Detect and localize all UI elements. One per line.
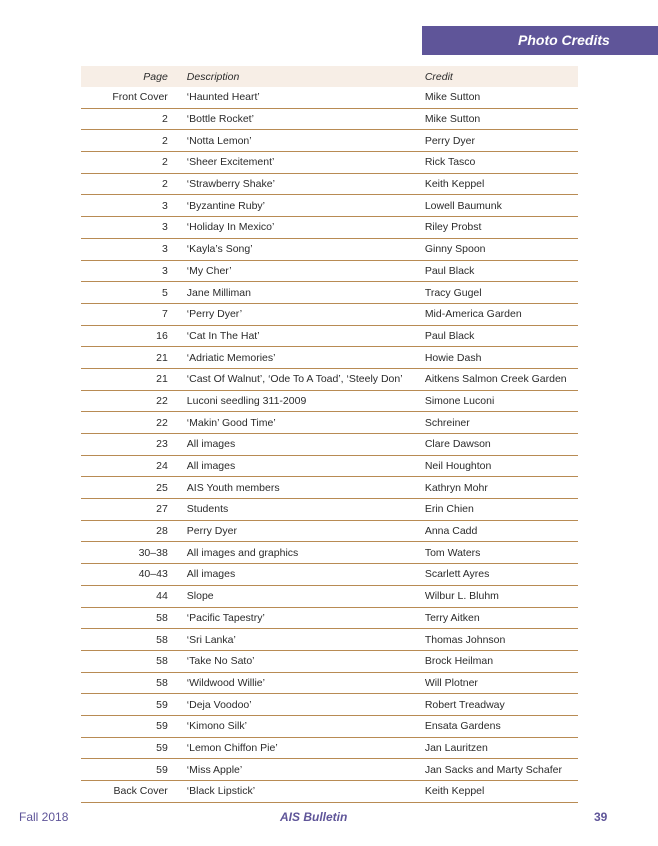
cell-description: ‘Strawberry Shake’ [187, 173, 425, 195]
cell-description: Perry Dyer [187, 520, 425, 542]
table-row [81, 87, 578, 108]
table-row [81, 412, 578, 434]
table-row [81, 477, 578, 499]
cell-description: ‘Lemon Chiffon Pie’ [187, 737, 425, 759]
table-row [81, 108, 578, 130]
cell-description: All images [187, 434, 425, 456]
cell-page: 2 [81, 130, 187, 152]
cell-page: 30–38 [81, 542, 187, 564]
cell-description: Students [187, 499, 425, 521]
cell-description: ‘Deja Voodoo’ [187, 694, 425, 716]
cell-credit: Tom Waters [425, 542, 578, 564]
cell-credit: Will Plotner [425, 672, 578, 694]
cell-description: ‘Kimono Silk’ [187, 715, 425, 737]
table-row [81, 520, 578, 542]
cell-description: ‘Miss Apple’ [187, 759, 425, 781]
cell-page: 3 [81, 195, 187, 217]
cell-credit: Neil Houghton [425, 455, 578, 477]
cell-credit: Lowell Baumunk [425, 195, 578, 217]
cell-description: ‘Bottle Rocket’ [187, 108, 425, 130]
cell-page: 22 [81, 390, 187, 412]
footer-publication: AIS Bulletin [280, 810, 348, 824]
table-row [81, 672, 578, 694]
cell-page: 28 [81, 520, 187, 542]
cell-credit: Terry Aitken [425, 607, 578, 629]
table-row [81, 650, 578, 672]
cell-description: All images [187, 564, 425, 586]
table-row [81, 238, 578, 260]
table-row [81, 173, 578, 195]
cell-credit: Paul Black [425, 260, 578, 282]
cell-description: Jane Milliman [187, 282, 425, 304]
cell-page: 3 [81, 238, 187, 260]
table-row [81, 499, 578, 521]
cell-description: ‘Holiday In Mexico’ [187, 217, 425, 239]
cell-credit: Howie Dash [425, 347, 578, 369]
footer-issue: Fall 2018 [19, 810, 69, 824]
cell-page: 24 [81, 455, 187, 477]
table-row [81, 542, 578, 564]
cell-credit: Brock Heilman [425, 650, 578, 672]
cell-credit: Robert Treadway [425, 694, 578, 716]
cell-credit: Wilbur L. Bluhm [425, 585, 578, 607]
table-row [81, 434, 578, 456]
table-row [81, 564, 578, 586]
cell-description: ‘Adriatic Memories’ [187, 347, 425, 369]
footer-page-number: 39 [594, 810, 608, 824]
cell-description: ‘Pacific Tapestry’ [187, 607, 425, 629]
section-title: Photo Credits [518, 32, 610, 48]
cell-page: 2 [81, 173, 187, 195]
table-row [81, 585, 578, 607]
cell-credit: Ensata Gardens [425, 715, 578, 737]
cell-credit: Rick Tasco [425, 152, 578, 174]
cell-description: ‘Cast Of Walnut’, ‘Ode To A Toad’, ‘Steely Don’ [187, 368, 425, 390]
cell-credit: Erin Chien [425, 499, 578, 521]
cell-page: 59 [81, 759, 187, 781]
cell-page: 58 [81, 607, 187, 629]
cell-page: 59 [81, 737, 187, 759]
cell-credit: Kathryn Mohr [425, 477, 578, 499]
table-row [81, 715, 578, 737]
cell-credit: Aitkens Salmon Creek Garden [425, 368, 578, 390]
cell-description: ‘Cat In The Hat’ [187, 325, 425, 347]
table-row [81, 303, 578, 325]
header-credit: Credit [425, 66, 578, 87]
cell-credit: Keith Keppel [425, 173, 578, 195]
table-row [81, 694, 578, 716]
cell-credit: Jan Sacks and Marty Schafer [425, 759, 578, 781]
cell-description: ‘Makin’ Good Time’ [187, 412, 425, 434]
photo-credits-table [81, 66, 578, 803]
cell-page: 25 [81, 477, 187, 499]
table-row [81, 217, 578, 239]
table-row [81, 737, 578, 759]
cell-page: 21 [81, 347, 187, 369]
cell-page: 22 [81, 412, 187, 434]
cell-page: 58 [81, 672, 187, 694]
cell-credit: Mike Sutton [425, 108, 578, 130]
cell-page: 27 [81, 499, 187, 521]
cell-credit: Ginny Spoon [425, 238, 578, 260]
table-row [81, 347, 578, 369]
cell-page: 2 [81, 152, 187, 174]
cell-description: ‘Kayla’s Song’ [187, 238, 425, 260]
cell-description: Slope [187, 585, 425, 607]
table-row [81, 759, 578, 781]
cell-page: 59 [81, 694, 187, 716]
section-banner [422, 26, 658, 55]
cell-description: ‘Byzantine Ruby’ [187, 195, 425, 217]
cell-description: ‘Take No Sato’ [187, 650, 425, 672]
cell-page: 58 [81, 650, 187, 672]
cell-credit: Schreiner [425, 412, 578, 434]
cell-credit: Perry Dyer [425, 130, 578, 152]
cell-page: 2 [81, 108, 187, 130]
cell-credit: Simone Luconi [425, 390, 578, 412]
table-row [81, 325, 578, 347]
table-row [81, 260, 578, 282]
cell-description: ‘Notta Lemon’ [187, 130, 425, 152]
cell-description: AIS Youth members [187, 477, 425, 499]
cell-description: ‘Sri Lanka’ [187, 629, 425, 651]
header-page: Page [81, 66, 187, 87]
cell-credit: Thomas Johnson [425, 629, 578, 651]
cell-page: 44 [81, 585, 187, 607]
cell-page: 59 [81, 715, 187, 737]
cell-credit: Riley Probst [425, 217, 578, 239]
table-row [81, 195, 578, 217]
table-row [81, 607, 578, 629]
cell-description: ‘Haunted Heart’ [187, 87, 425, 108]
cell-page: Front Cover [81, 87, 187, 108]
cell-description: All images [187, 455, 425, 477]
table-row [81, 152, 578, 174]
table-row [81, 130, 578, 152]
cell-credit: Scarlett Ayres [425, 564, 578, 586]
table-row [81, 368, 578, 390]
cell-page: 7 [81, 303, 187, 325]
cell-page: 3 [81, 217, 187, 239]
cell-description: ‘Wildwood Willie’ [187, 672, 425, 694]
cell-page: 16 [81, 325, 187, 347]
cell-page: 23 [81, 434, 187, 456]
cell-credit: Paul Black [425, 325, 578, 347]
cell-description: ‘Perry Dyer’ [187, 303, 425, 325]
cell-page: 5 [81, 282, 187, 304]
cell-page: Back Cover [81, 781, 187, 803]
cell-page: 3 [81, 260, 187, 282]
cell-credit: Keith Keppel [425, 781, 578, 803]
cell-description: ‘My Cher’ [187, 260, 425, 282]
cell-credit: Mid-America Garden [425, 303, 578, 325]
header-description: Description [187, 66, 425, 87]
cell-description: ‘Sheer Excitement’ [187, 152, 425, 174]
cell-description: Luconi seedling 311-2009 [187, 390, 425, 412]
table-row [81, 629, 578, 651]
cell-credit: Anna Cadd [425, 520, 578, 542]
table-body [81, 87, 578, 802]
cell-credit: Jan Lauritzen [425, 737, 578, 759]
cell-description: All images and graphics [187, 542, 425, 564]
table-row [81, 390, 578, 412]
table-header-row [81, 66, 578, 87]
cell-page: 40–43 [81, 564, 187, 586]
cell-credit: Mike Sutton [425, 87, 578, 108]
cell-description: ‘Black Lipstick’ [187, 781, 425, 803]
table-row [81, 455, 578, 477]
cell-page: 58 [81, 629, 187, 651]
cell-credit: Tracy Gugel [425, 282, 578, 304]
cell-credit: Clare Dawson [425, 434, 578, 456]
cell-page: 21 [81, 368, 187, 390]
table-row [81, 781, 578, 803]
table-row [81, 282, 578, 304]
